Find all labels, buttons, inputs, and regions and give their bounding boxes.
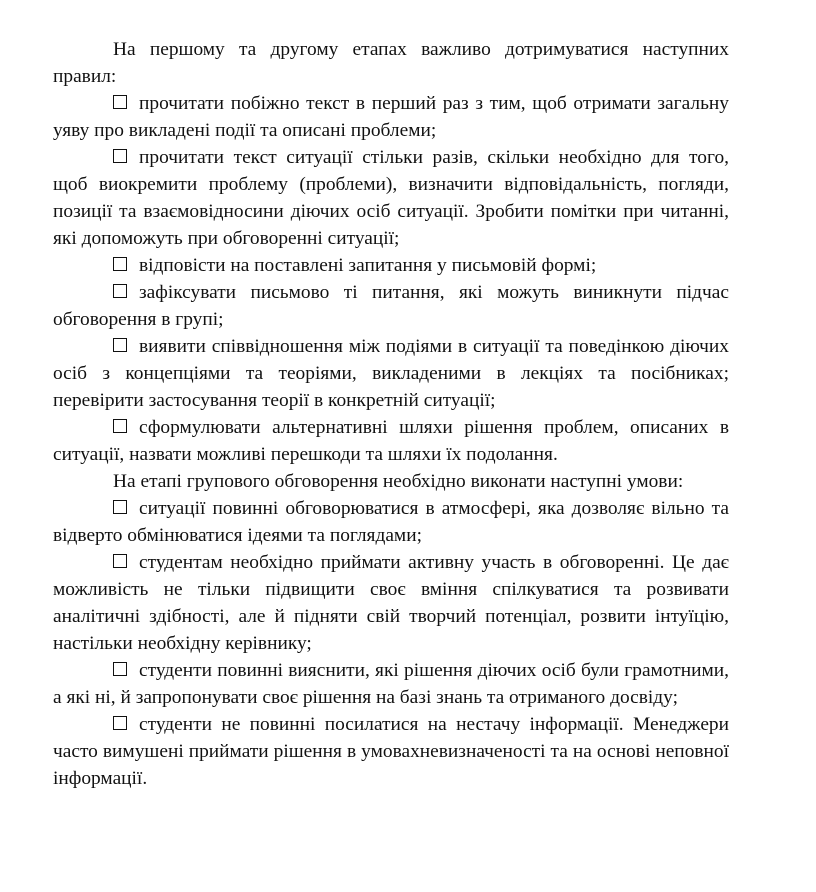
checkbox-icon	[113, 662, 127, 676]
intro-paragraph: На першому та другому етапах важливо дотримуватися наступних правил:	[53, 39, 729, 87]
checkbox-icon	[113, 554, 127, 568]
list-item	[53, 414, 729, 468]
list-item-text: зафіксувати письмово ті питання, які можуть виникнути підчас обговорення в групі;	[53, 282, 729, 330]
checkbox-icon	[113, 716, 127, 730]
checkbox-icon	[113, 284, 127, 298]
intro-paragraph: На етапі групового обговорення необхідно виконати наступні умови:	[113, 471, 684, 492]
list-item	[53, 252, 729, 279]
list-item-text: виявити співвідношення між подіями в ситуації та поведінкою діючих осіб з концепціями та теоріями, викладеними в лекціях та посібниках; перевірити застосування теорії в конкретній ситуації;	[53, 336, 729, 411]
list-item-text: студенти повинні вияснити, які рішення діючих осіб були грамотними, а які ні, й запропонувати своє рішення на базі знань та отриманого досвіду;	[53, 660, 729, 708]
checkbox-icon	[113, 419, 127, 433]
list-item	[53, 279, 729, 333]
list-item-text: сформулювати альтернативні шляхи рішення проблем, описаних в ситуації, назвати можливі перешкоди та шляхи їх подолання.	[53, 417, 729, 465]
list-item-text: прочитати текст ситуації стільки разів, скільки необхідно для того, щоб виокремити проблему (проблеми), визначити відповідальність, погляди, позиції та взаємовідносини діючих осіб ситуації. Зробити помітки при читанні, які допоможуть при обговоренні ситуації;	[53, 147, 729, 249]
list-item-text: студентам необхідно приймати активну участь в обговоренні. Це дає можливість не тільки підвищити своє вміння спілкуватися та розвивати аналітичні здібності, але й підняти свій творчий потенціал, розвити інтуїцію, настільки необхідну керівнику;	[53, 552, 729, 654]
list-item	[53, 495, 729, 549]
list-item	[53, 711, 729, 792]
checkbox-icon	[113, 257, 127, 271]
checkbox-icon	[113, 338, 127, 352]
list-item-text: студенти не повинні посилатися на нестачу інформації. Менеджери часто вимушені приймати рішення в умовахневизначеності та на основі неповної інформації.	[53, 714, 729, 789]
list-item	[53, 90, 729, 144]
list-item-text: прочитати побіжно текст в перший раз з тим, щоб отримати загальну уяву про викладені події та описані проблеми;	[53, 93, 729, 141]
document-page	[53, 36, 729, 792]
list-item	[53, 144, 729, 252]
checkbox-icon	[113, 500, 127, 514]
list-item	[53, 657, 729, 711]
list-item	[53, 333, 729, 414]
list-item-text: ситуації повинні обговорюватися в атмосфері, яка дозволяє вільно та відверто обмінюватися ідеями та поглядами;	[53, 498, 729, 546]
list-item-text: відповісти на поставлені запитання у письмовій формі;	[139, 255, 597, 276]
list-item	[53, 549, 729, 657]
checkbox-icon	[113, 149, 127, 163]
checkbox-icon	[113, 95, 127, 109]
